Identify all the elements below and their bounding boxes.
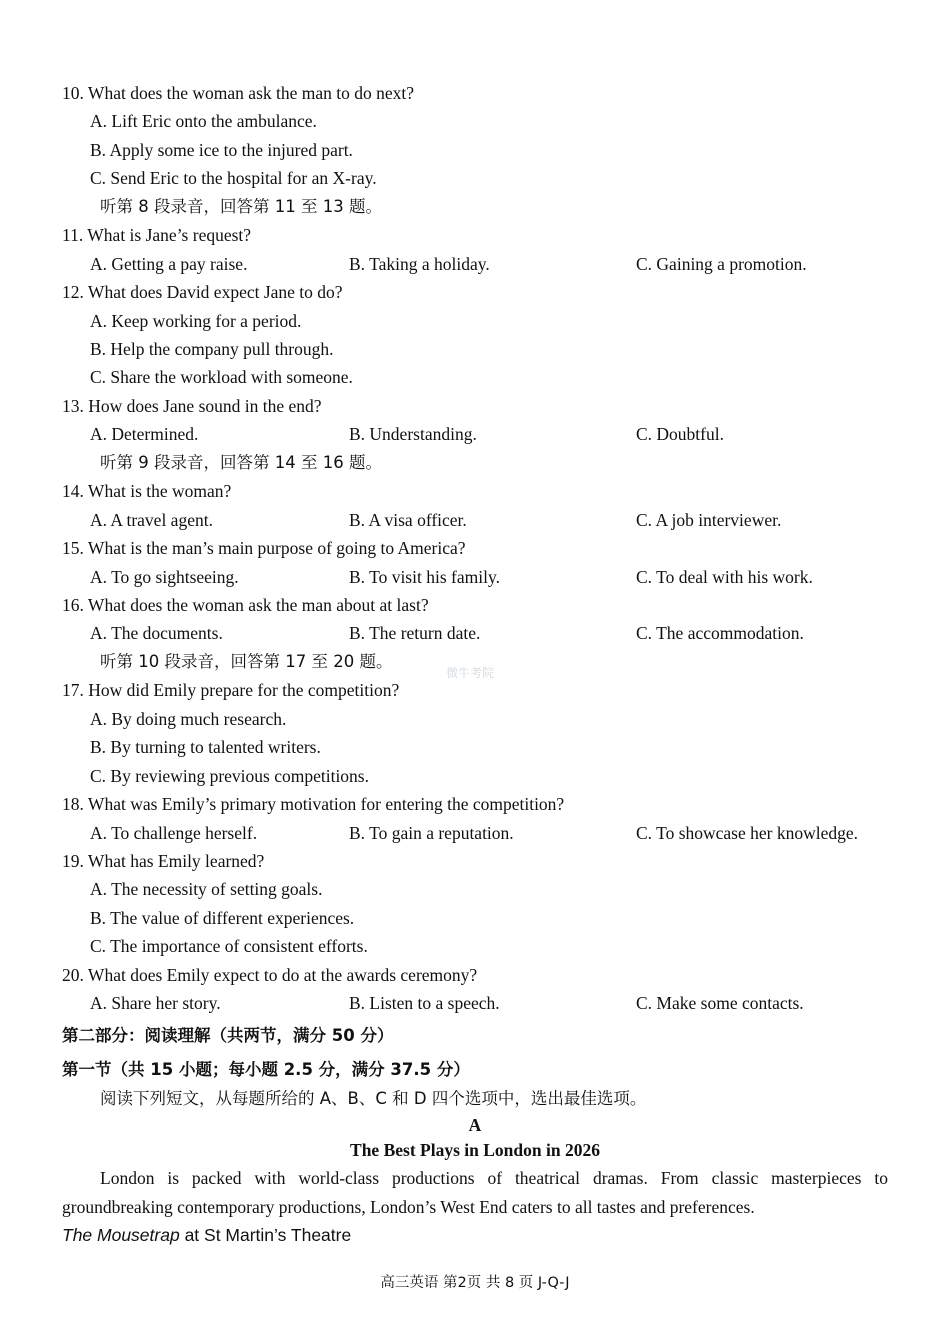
- option-19a: A. The necessity of setting goals.: [90, 879, 323, 899]
- option-13a: A. Determined.: [90, 424, 199, 444]
- question-17: 17. How did Emily prepare for the competition?: [62, 680, 400, 700]
- instruction-seg8: 听第 8 段录音，回答第 11 至 13 题。: [100, 197, 382, 216]
- option-18a: A. To challenge herself.: [90, 823, 258, 843]
- option-20b: B. Listen to a speech.: [349, 993, 500, 1013]
- option-11b: B. Taking a holiday.: [349, 254, 490, 274]
- question-15: 15. What is the man’s main purpose of going to America?: [62, 538, 466, 558]
- option-17a: A. By doing much research.: [90, 709, 287, 729]
- option-18b: B. To gain a reputation.: [349, 823, 514, 843]
- page-footer: 高三英语 第2页 共 8 页 J-Q-J: [380, 1275, 570, 1291]
- question-19: 19. What has Emily learned?: [62, 851, 265, 871]
- question-13: 13. How does Jane sound in the end?: [62, 396, 322, 416]
- play-heading: [62, 1224, 351, 1246]
- option-10c: C. Send Eric to the hospital for an X-ray.: [90, 168, 377, 188]
- instruction-seg10: 听第 10 段录音，回答第 17 至 20 题。: [100, 652, 393, 671]
- option-13b: B. Understanding.: [349, 424, 477, 444]
- passage-intro: London is packed with world-class productions of theatrical dramas. From classic masterpieces to groundbreaking contemporary productions, London’s West End caters to all tastes and preferences.: [62, 1168, 888, 1217]
- question-10: 10. What does the woman ask the man to do next?: [62, 83, 415, 103]
- option-10a: A. Lift Eric onto the ambulance.: [90, 111, 317, 131]
- reading-directions: 阅读下列短文，从每题所给的 A、B、C 和 D 四个选项中，选出最佳选项。: [100, 1089, 647, 1108]
- question-18: 18. What was Emily’s primary motivation for entering the competition?: [62, 794, 565, 814]
- option-20c: C. Make some contacts.: [636, 993, 804, 1013]
- option-14b: B. A visa officer.: [349, 510, 467, 530]
- question-14: 14. What is the woman?: [62, 481, 232, 501]
- option-12a: A. Keep working for a period.: [90, 311, 302, 331]
- option-12c: C. Share the workload with someone.: [90, 367, 353, 387]
- play-title: The Mousetrap: [62, 1225, 180, 1245]
- watermark: 微牛考院: [446, 666, 495, 680]
- option-13c: C. Doubtful.: [636, 424, 724, 444]
- question-11: 11. What is Jane’s request?: [62, 225, 252, 245]
- option-15b: B. To visit his family.: [349, 567, 500, 587]
- instruction-seg9: 听第 9 段录音，回答第 14 至 16 题。: [100, 453, 382, 472]
- option-15a: A. To go sightseeing.: [90, 567, 239, 587]
- part2-heading: 第二部分：阅读理解（共两节，满分 50 分）: [62, 1026, 394, 1045]
- question-12: 12. What does David expect Jane to do?: [62, 282, 343, 302]
- option-20a: A. Share her story.: [90, 993, 221, 1013]
- option-17b: B. By turning to talented writers.: [90, 737, 321, 757]
- option-16a: A. The documents.: [90, 623, 223, 643]
- question-16: 16. What does the woman ask the man about at last?: [62, 595, 429, 615]
- option-19c: C. The importance of consistent efforts.: [90, 936, 368, 956]
- option-12b: B. Help the company pull through.: [90, 339, 334, 359]
- section1-heading: 第一节（共 15 小题；每小题 2.5 分，满分 37.5 分）: [62, 1060, 470, 1079]
- passage-title: The Best Plays in London in 2026: [350, 1140, 600, 1160]
- question-20: 20. What does Emily expect to do at the awards ceremony?: [62, 965, 478, 985]
- option-18c: C. To showcase her knowledge.: [636, 823, 859, 843]
- option-17c: C. By reviewing previous competitions.: [90, 766, 369, 786]
- option-16b: B. The return date.: [349, 623, 481, 643]
- play-venue: at St Martin’s Theatre: [179, 1225, 352, 1245]
- option-14a: A. A travel agent.: [90, 510, 213, 530]
- option-11c: C. Gaining a promotion.: [636, 254, 807, 274]
- option-11a: A. Getting a pay raise.: [90, 254, 248, 274]
- option-19b: B. The value of different experiences.: [90, 908, 355, 928]
- option-16c: C. The accommodation.: [636, 623, 804, 643]
- passage-letter: A: [468, 1115, 482, 1135]
- option-15c: C. To deal with his work.: [636, 567, 813, 587]
- option-14c: C. A job interviewer.: [636, 510, 782, 530]
- option-10b: B. Apply some ice to the injured part.: [90, 140, 353, 160]
